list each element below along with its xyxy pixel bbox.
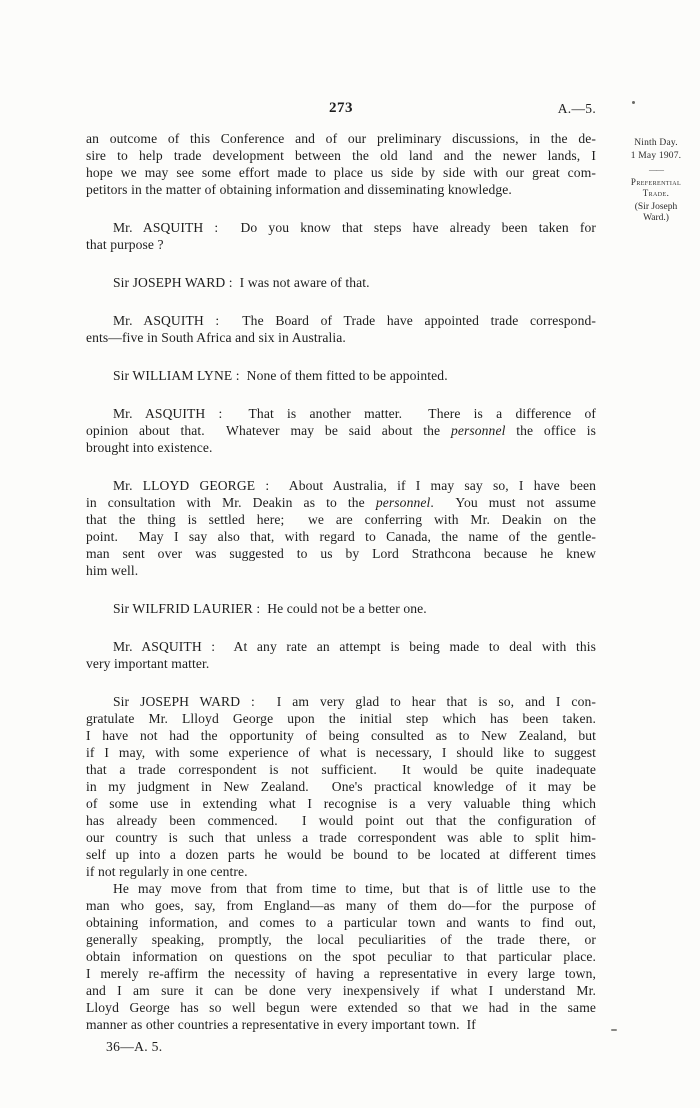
ink-speck [632, 101, 635, 104]
text-segment: obtaining information, and comes to a particular town and wants to find out, [86, 915, 596, 930]
paragraph [86, 367, 596, 384]
margin-note-speaker-line: (Sir Joseph [634, 202, 678, 212]
italic-text-segment: personnel [375, 495, 431, 510]
text-segment: obtain information on questions on the spot peculiar to that particular place. [86, 949, 596, 964]
text-segment: in my judgment in New Zealand. One's practical knowledge of it may be [86, 779, 596, 794]
text-segment: I have not had the opportunity of being consulted as to New Zealand, but [86, 728, 596, 743]
text-line [86, 511, 596, 528]
text-line [86, 181, 596, 198]
text-segment: very important matter. [86, 656, 210, 671]
text-line [86, 744, 596, 761]
text-segment: Lloyd George has so well begun were extended so that we had in the same [86, 1000, 596, 1015]
text-segment: Mr. ASQUITH : Do you know that steps have already been taken for [113, 220, 596, 235]
text-line [86, 727, 596, 744]
margin-note-day: Ninth Day. [634, 138, 678, 148]
text-segment: . You must not assume [430, 495, 596, 510]
text-segment: manner as other countries a representative in every important town. If [86, 1017, 476, 1032]
text-segment: petitors in the matter of obtaining information and disseminating knowledge. [86, 182, 512, 197]
text-line [86, 528, 596, 545]
text-line [86, 130, 596, 147]
text-segment: self up into a dozen parts he would be bound to be located at different times [86, 847, 596, 862]
text-line [86, 897, 596, 914]
text-segment: man sent over was suggested to us by Lord Strathcona because he knew [86, 546, 596, 561]
text-line [86, 710, 596, 727]
paragraph [86, 693, 596, 880]
text-line [86, 829, 596, 846]
text-segment: Mr. ASQUITH : The Board of Trade have appointed trade correspond- [113, 313, 596, 328]
text-segment: Sir WILLIAM LYNE : None of them fitted to be appointed. [113, 368, 448, 383]
text-line [86, 545, 596, 562]
text-segment: that purpose ? [86, 237, 164, 252]
page-header [86, 100, 596, 120]
paragraph [86, 600, 596, 617]
text-line [86, 477, 596, 494]
margin-note-speaker [618, 202, 694, 224]
text-line [86, 795, 596, 812]
text-line [86, 147, 596, 164]
footer-signature-text: 36—A. 5. [106, 1039, 163, 1054]
text-line [86, 693, 596, 710]
margin-note-divider: —— [649, 165, 663, 174]
text-line [86, 778, 596, 795]
text-segment: Sir JOSEPH WARD : I am very glad to hear that is so, and I con- [113, 694, 596, 709]
paragraph [86, 880, 596, 1033]
text-line [86, 638, 596, 655]
text-segment: that the thing is settled here; we are conferring with Mr. Deakin on the [86, 512, 596, 527]
page-number: 273 [329, 100, 353, 116]
text-line [86, 405, 596, 422]
text-segment: ents—five in South Africa and six in Australia. [86, 330, 346, 345]
text-line [86, 600, 596, 617]
text-segment: opinion about that. Whatever may be said about the [86, 423, 451, 438]
text-segment: that a trade correspondent is not sufficient. It would be quite inadequate [86, 762, 596, 777]
text-segment: has already been commenced. I would point out that the configuration of [86, 813, 596, 828]
text-segment: Mr. ASQUITH : That is another matter. There is a difference of [113, 406, 596, 421]
text-line [86, 236, 596, 253]
text-segment: sire to help trade development between the old land and the newer lands, I [86, 148, 596, 163]
margin-note-date: 1 May 1907. [630, 151, 682, 161]
document-reference: A.—5. [557, 101, 596, 116]
text-line [86, 422, 596, 439]
text-line [86, 329, 596, 346]
paragraph [86, 477, 596, 579]
text-segment: gratulate Mr. Llloyd George upon the initial step which has been taken. [86, 711, 596, 726]
text-segment: an outcome of this Conference and of our preliminary discussions, in the de- [86, 131, 596, 146]
paragraph [86, 130, 596, 198]
text-segment: if I may, with some experience of what is necessary, I should like to suggest [86, 745, 596, 760]
text-line [86, 312, 596, 329]
paragraph [86, 274, 596, 291]
text-segment: Sir JOSEPH WARD : I was not aware of that. [113, 275, 370, 290]
paragraph [86, 638, 596, 672]
text-line [86, 164, 596, 181]
italic-text-segment: personnel [450, 423, 506, 438]
text-segment: of some use in extending what I recognise is a very valuable thing which [86, 796, 596, 811]
text-line [86, 655, 596, 672]
text-line [86, 494, 596, 511]
text-line [86, 812, 596, 829]
text-line [86, 219, 596, 236]
text-line [86, 863, 596, 880]
text-line [86, 846, 596, 863]
text-segment: brought into existence. [86, 440, 213, 455]
text-line [86, 274, 596, 291]
text-segment: our country is such that unless a trade correspondent was able to split him- [86, 830, 596, 845]
text-line [86, 1016, 596, 1033]
text-segment: point. May I say also that, with regard to Canada, the name of the gentle- [86, 529, 596, 544]
text-segment: hope we may see some effort made to place us side by side with our great com- [86, 165, 596, 180]
text-line [86, 562, 596, 579]
text-line [86, 439, 596, 456]
text-line [86, 948, 596, 965]
footer-signature [106, 1039, 162, 1055]
margin-note-speaker-line: Ward.) [643, 213, 669, 223]
text-segment: Sir WILFRID LAURIER : He could not be a better one. [113, 601, 427, 616]
text-segment: man who goes, say, from England—as many of them do—for the purpose of [86, 898, 596, 913]
ink-speck [611, 1029, 617, 1031]
text-segment: and I am sure it can be done very inexpensively if what I understand Mr. [86, 983, 596, 998]
text-line [86, 982, 596, 999]
paragraph [86, 219, 596, 253]
text-segment: the office is [505, 423, 597, 438]
text-segment: He may move from that from time to time, but that is of little use to the [113, 881, 596, 896]
text-line [86, 761, 596, 778]
text-line [86, 965, 596, 982]
text-line [86, 914, 596, 931]
text-line [86, 367, 596, 384]
margin-note-subject [618, 177, 694, 198]
paragraph [86, 405, 596, 456]
text-segment: Mr. ASQUITH : At any rate an attempt is being made to deal with this [113, 639, 596, 654]
text-line [86, 999, 596, 1016]
body-text [86, 130, 596, 1033]
text-segment: I merely re-affirm the necessity of having a representative in every large town, [86, 966, 596, 981]
paragraph [86, 312, 596, 346]
margin-notes [618, 137, 694, 224]
text-line [86, 931, 596, 948]
text-segment: if not regularly in one centre. [86, 864, 248, 879]
text-segment: generally speaking, promptly, the local peculiarities of the trade there, or [86, 932, 596, 947]
text-segment: him well. [86, 563, 139, 578]
text-segment: Mr. LLOYD GEORGE : About Australia, if I may say so, I have been [113, 478, 596, 493]
text-line [86, 880, 596, 897]
margin-note-subject-line: Preferential [630, 177, 682, 187]
text-segment: in consultation with Mr. Deakin as to the [86, 495, 376, 510]
margin-note-subject-line: Trade. [642, 187, 670, 198]
